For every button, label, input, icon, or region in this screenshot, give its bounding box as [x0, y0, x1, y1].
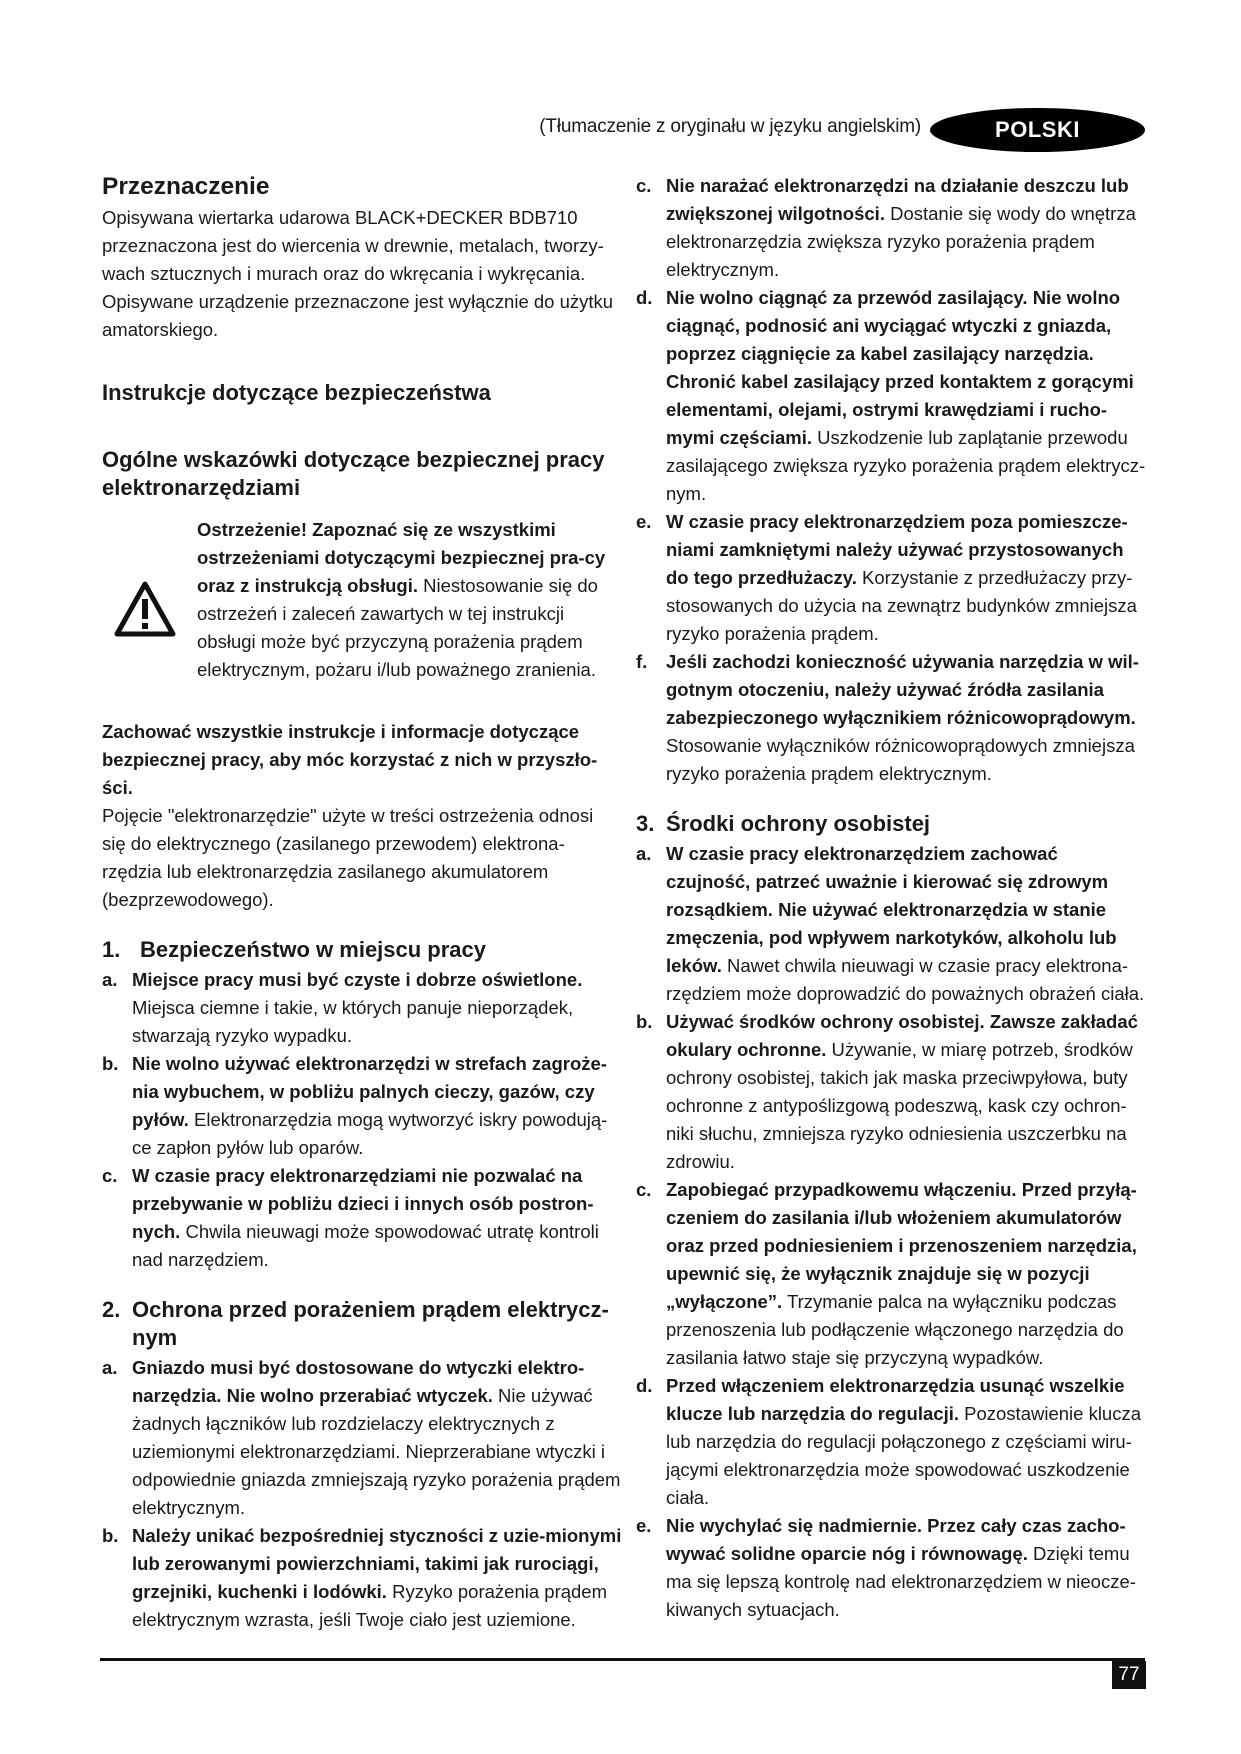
section2-title: Ochrona przed porażeniem prądem elektrycz-nym — [132, 1297, 609, 1350]
item-text: Korzystanie z przedłużaczy przy-stosowanych do użycia na zewnątrz budynków zmniejsza ryzyko porażenia prądem. — [666, 567, 1137, 644]
item-label: e. — [636, 1515, 652, 1536]
list-item — [102, 1050, 622, 1162]
section3-title: Środki ochrony osobistej — [666, 811, 931, 836]
page-number: 77 — [1112, 1661, 1146, 1689]
list-item — [636, 508, 1146, 648]
section3-heading — [636, 810, 1146, 838]
keep-text: Pojęcie "elektronarzędzie" użyte w treści ostrzeżenia odnosi się do elektrycznego (zasilanego przewodem) elektrona-rzędzia lub elektronarzędzia zasilanego akumulatorem (bezprzewodowego). — [102, 805, 594, 910]
list-item — [636, 1372, 1146, 1512]
item-bold: W czasie pracy elektronarzędziem poza pomieszcze-niami zamkniętymi należy używać przystosowanych do tego przedłużaczy. — [666, 511, 1128, 588]
item-text: Dostanie się wody do wnętrza elektronarzędzia zwiększa ryzyko porażenia prądem elektrycznym. — [666, 203, 1136, 280]
item-bold: Nie wolno ciągnąć za przewód zasilający. Nie wolno ciągnąć, podnosić ani wyciągać wtyczki z gniazda, poprzez ciągnięcie za kabel zasilający narzędzia. Chronić kabel zasilający przed kontaktem z gorącymi elementami, olejami, ostrymi krawędziami i rucho-mymi częściami. — [666, 287, 1134, 448]
item-bold: Przed włączeniem elektronarzędzia usunąć wszelkie klucze lub narzędzia do regulacji. — [666, 1375, 1125, 1424]
item-label: e. — [636, 511, 652, 532]
section2-num: 2. — [102, 1297, 121, 1322]
item-bold: Jeśli zachodzi konieczność używania narzędzia w wil-gotnym otoczeniu, należy używać źródła zasilania zabezpieczonego wyłącznikiem różnicowoprądowym. — [666, 651, 1139, 728]
item-label: c. — [102, 1165, 118, 1186]
intended-use-title: Przeznaczenie — [102, 173, 270, 200]
warning-triangle-icon — [114, 581, 176, 637]
item-bold: W czasie pracy elektronarzędziem zachować czujność, patrzeć uważnie i kierować się zdrowym rozsądkiem. Nie używać elektronarzędzia w stanie zmęczenia, pod wpływem narkotyków, alkoholu lub leków. — [666, 843, 1117, 976]
section2-heading — [102, 1296, 622, 1352]
keep-instructions: Zachować wszystkie instrukcje i informacje dotyczące bezpiecznej pracy, aby móc korzystać z nich w przyszło-ści. — [102, 721, 598, 798]
item-label: f. — [636, 651, 648, 672]
item-label: b. — [102, 1053, 119, 1074]
intended-use-text: Opisywana wiertarka udarowa BLACK+DECKER BDB710 przeznaczona jest do wiercenia w drewnie, metalach, tworzy-wach sztucznych i murach oraz do wkręcania i wykręcania. Opisywane urządzenie przeznaczone jest wyłącznie do użytku amatorskiego. — [102, 207, 614, 340]
item-label: b. — [636, 1011, 653, 1032]
warning-normal: Niestosowanie się do ostrzeżeń i zaleceń zawartych w tej instrukcji obsługi może być przyczyną porażenia prądem elektrycznym, pożaru i/lub poważnego zranienia. — [197, 575, 598, 680]
list-item — [102, 1162, 622, 1274]
warning-block — [102, 516, 622, 684]
item-text: Uszkodzenie lub zaplątanie przewodu zasilającego zwiększa ryzyko porażenia prądem elektrycz-nym. — [666, 427, 1146, 504]
general-title: Ogólne wskazówki dotyczące bezpiecznej pracy elektronarzędziami — [102, 447, 605, 500]
item-text: Chwila nieuwagi może spowodować utratę kontroli nad narzędziem. — [132, 1221, 599, 1270]
item-bold: Nie wychylać się nadmiernie. Przez cały czas zacho-wywać solidne oparcie nóg i równowagę. — [666, 1515, 1126, 1564]
item-label: c. — [636, 175, 652, 196]
item-text: Trzymanie palca na wyłączniku podczas przenoszenia lub podłączenie włączonego narzędzia do zasilania łatwo staje się przyczyną wypadków. — [666, 1291, 1124, 1368]
item-bold: Gniazdo musi być dostosowane do wtyczki elektro-narzędzia. Nie wolno przerabiać wtyczek. — [132, 1357, 585, 1406]
item-text: Pozostawienie klucza lub narzędzia do regulacji połączonego z częściami wiru-jącymi elektronarzędzia może spowodować uszkodzenie ciała. — [666, 1403, 1142, 1508]
warning-text — [197, 516, 622, 684]
list-item — [636, 840, 1146, 1008]
item-text: Miejsca ciemne i takie, w których panuje nieporządek, stwarzają ryzyko wypadku. — [132, 997, 574, 1046]
item-text: Ryzyko porażenia prądem elektrycznym wzrasta, jeśli Twoje ciało jest uziemione. — [132, 1581, 608, 1630]
item-text: Dzięki temu ma się lepszą kontrolę nad elektronarzędziem w nieocze-kiwanych sytuacjach. — [666, 1543, 1136, 1620]
left-column — [102, 172, 622, 1634]
item-text: Nie używać żadnych łączników lub rozdzielaczy elektrycznych z uziemionymi elektronarzędziami. Nieprzerabiane wtyczki i odpowiednie gniazda zmniejszają ryzyko porażenia prądem elektrycznym. — [132, 1385, 621, 1518]
list-item — [636, 1512, 1146, 1624]
item-bold: Nie narażać elektronarzędzi na działanie deszczu lub zwiększonej wilgotności. — [666, 175, 1129, 224]
section1-title: Bezpieczeństwo w miejscu pracy — [140, 937, 487, 962]
safety-title: Instrukcje dotyczące bezpieczeństwa — [102, 380, 491, 405]
item-label: d. — [636, 287, 653, 308]
list-item — [636, 172, 1146, 284]
item-label: c. — [636, 1179, 652, 1200]
item-text: Elektronarzędzia mogą wytworzyć iskry powodują-ce zapłon pyłów lub oparów. — [132, 1109, 608, 1158]
item-text: Nawet chwila nieuwagi w czasie pracy elektrona-rzędziem może doprowadzić do poważnych obrażeń ciała. — [666, 955, 1145, 1004]
list-item — [636, 1008, 1146, 1176]
section3-num: 3. — [636, 811, 655, 836]
item-bold: Należy unikać bezpośredniej styczności z uzie-mionymi lub zerowanymi powierzchniami, takimi jak rurociągi, grzejniki, kuchenki i lodówki. — [132, 1525, 622, 1602]
list-item — [636, 284, 1146, 508]
footer-rule — [100, 1658, 1145, 1661]
item-label: a. — [102, 1357, 118, 1378]
item-text: Stosowanie wyłączników różnicowoprądowych zmniejsza ryzyko porażenia prądem elektrycznym. — [666, 735, 1135, 784]
list-item — [102, 1354, 622, 1522]
item-bold: Miejsce pracy musi być czyste i dobrze oświetlone. — [132, 969, 583, 990]
section1-heading — [102, 936, 622, 964]
list-item — [636, 1176, 1146, 1372]
section1-num: 1. — [102, 937, 121, 962]
item-label: a. — [102, 969, 118, 990]
item-bold: Używać środków ochrony osobistej. Zawsze zakładać okulary ochronne. — [666, 1011, 1138, 1060]
item-label: a. — [636, 843, 652, 864]
right-column — [636, 172, 1146, 1624]
item-bold: Zapobiegać przypadkowemu włączeniu. Przed przyłą-czeniem do zasilania i/lub włożeniem akumulatorów oraz przed podniesieniem i przenoszeniem narzędzia, upewnić się, że wyłącznik znajduje się w pozycji „wyłączone”. — [666, 1179, 1137, 1312]
list-item — [636, 648, 1146, 788]
item-bold: Nie wolno używać elektronarzędzi w strefach zagroże-nia wybuchem, w pobliżu palnych cieczy, gazów, czy pyłów. — [132, 1053, 607, 1130]
list-item — [102, 966, 622, 1050]
language-tab: POLSKI — [930, 108, 1145, 152]
item-label: b. — [102, 1525, 119, 1546]
header-note: (Tłumaczenie z oryginału w języku angielskim) — [539, 116, 921, 137]
item-text: Używanie, w miarę potrzeb, środków ochrony osobistej, takich jak maska przeciwpyłowa, buty ochronne z antypoślizgową podeszwą, kask czy ochron-niki słuchu, zmniejsza ryzyko odniesienia uszczerbku na zdrowiu. — [666, 1039, 1133, 1172]
warning-bold: Ostrzeżenie! Zapoznać się ze wszystkimi ostrzeżeniami dotyczącymi bezpiecznej pra-cy oraz z instrukcją obsługi. — [197, 519, 606, 596]
list-item — [102, 1522, 622, 1634]
item-bold: W czasie pracy elektronarzędziami nie pozwalać na przebywanie w pobliżu dzieci i innych osób postron-nych. — [132, 1165, 594, 1242]
item-label: d. — [636, 1375, 653, 1396]
